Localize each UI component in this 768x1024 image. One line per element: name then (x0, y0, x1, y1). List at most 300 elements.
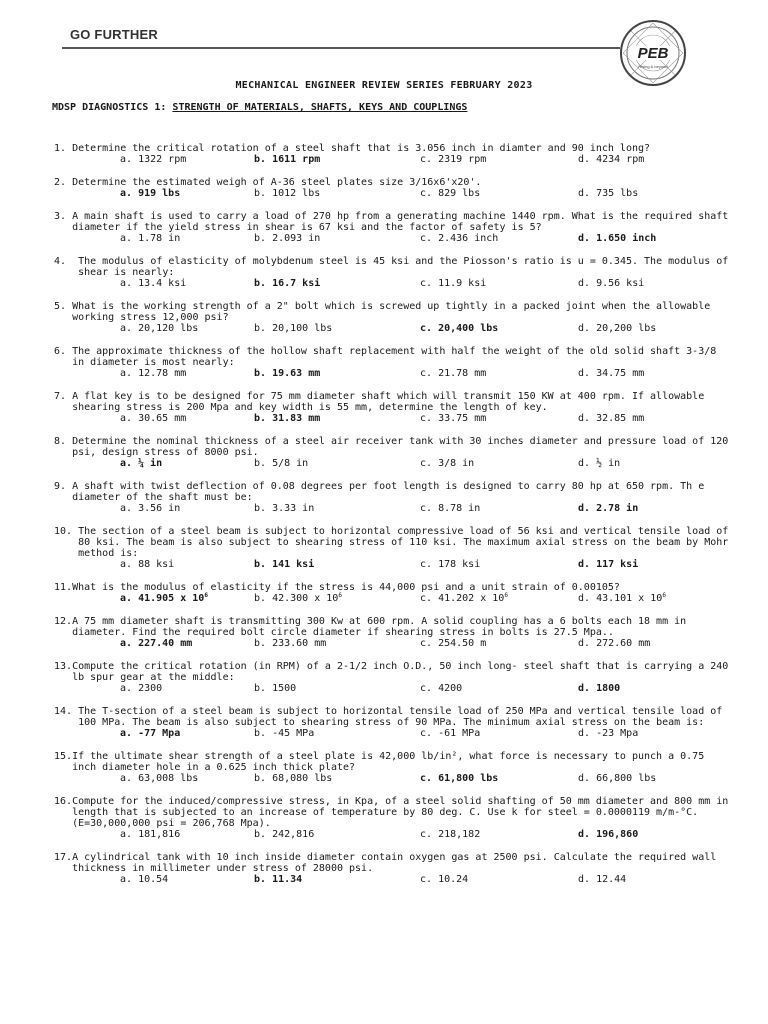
option-letter: a. (120, 233, 133, 244)
question-item (54, 391, 734, 424)
question-item (54, 177, 734, 199)
answer-option (254, 413, 320, 424)
question-item (54, 526, 734, 570)
answer-option (120, 773, 198, 784)
question-stem (54, 796, 734, 829)
option-value: 919 lbs (138, 188, 181, 199)
option-value: 30.65 mm (138, 413, 187, 424)
question-text: If the ultimate shear strength of a steel plate is 42,000 lb/in², what force is necessary to punch a 0.75 inch diameter hole in a 0.625 inch thick plate? (72, 751, 705, 773)
option-letter: c. (420, 413, 433, 424)
option-letter: a. (120, 773, 133, 784)
option-value: 181,816 (138, 829, 181, 840)
question-item (54, 301, 734, 334)
option-letter: c. (420, 829, 433, 840)
logo-subtext: Rising & beyond (638, 64, 668, 69)
option-letter: a. (120, 188, 133, 199)
answer-option (420, 154, 486, 165)
answer-option (578, 413, 644, 424)
answer-option (254, 559, 314, 570)
subtitle-prefix: MDSP DIAGNOSTICS 1: (52, 102, 173, 113)
question-text: The T-section of a steel beam is subject to horizontal tensile load of 250 MPa and vertical tensile load of 100 MPa. The beam is also subject to shearing stress of 90 MPa. The minimum axial stress on the beam is: (78, 706, 723, 728)
option-value: 1322 rpm (138, 154, 187, 165)
question-number: 15. (54, 751, 73, 762)
question-item (54, 211, 734, 244)
option-value: 66,800 lbs (596, 773, 657, 784)
question-stem (54, 391, 734, 413)
option-value: 2.093 in (272, 233, 321, 244)
option-letter: a. (120, 154, 133, 165)
option-exponent: 6 (204, 592, 208, 599)
option-value: 272.60 mm (596, 638, 651, 649)
option-exponent: 6 (504, 592, 508, 599)
option-letter: c. (420, 638, 433, 649)
option-letter: a. (120, 683, 133, 694)
question-number: 12. (54, 616, 73, 627)
option-value: ½ in (596, 458, 621, 469)
answer-option (578, 683, 620, 694)
option-value: 8.78 in (438, 503, 481, 514)
answer-option (420, 323, 498, 334)
question-item (54, 436, 734, 469)
option-letter: b. (254, 559, 267, 570)
option-value: 3/8 in (438, 458, 475, 469)
option-value: 21.78 mm (438, 368, 487, 379)
question-text: Compute for the induced/compressive stress, in Kpa, of a steel solid shafting of 50 mm diameter and 800 mm in length that is subjected to an increase of temperature by 80 deg. C. Use k for steel = 0.0000119 m/m-°C. (E=30,000,000 psi = 206,768 Mpa). (72, 796, 729, 829)
option-value: 31.83 mm (272, 413, 321, 424)
answer-option (254, 233, 320, 244)
question-stem (54, 211, 734, 233)
option-value: 4200 (438, 683, 463, 694)
answer-option (254, 503, 314, 514)
question-stem (54, 582, 734, 593)
answer-option (420, 278, 486, 289)
question-stem (54, 301, 734, 323)
option-value: 11.34 (272, 874, 303, 885)
option-letter: b. (254, 683, 267, 694)
answer-option (120, 323, 198, 334)
question-item (54, 256, 734, 289)
question-number: 5. (54, 301, 73, 312)
option-letter: b. (254, 773, 267, 784)
question-number: 8. (54, 436, 73, 447)
question-text: The approximate thickness of the hollow shaft replacement with half the weight of the old solid shaft 3-3/8 in diameter is most nearly: (72, 346, 717, 368)
answer-option (420, 559, 480, 570)
question-item (54, 751, 734, 784)
option-value: 88 ksi (138, 559, 175, 570)
answer-option (420, 683, 462, 694)
option-letter: b. (254, 368, 267, 379)
option-value: 4234 rpm (596, 154, 645, 165)
answer-option (578, 458, 620, 469)
option-value: 34.75 mm (596, 368, 645, 379)
answer-option (120, 728, 180, 739)
question-item (54, 582, 734, 604)
option-value: 141 ksi (272, 559, 315, 570)
option-value: 20,200 lbs (596, 323, 657, 334)
question-text: Compute the critical rotation (in RPM) of a 2-1/2 inch O.D., 50 inch long- steel shaft that is carrying a 240 lb spur gear at the middle: (72, 661, 729, 683)
answer-option (254, 154, 320, 165)
answer-options (54, 683, 734, 694)
answer-option (120, 683, 162, 694)
answer-options (54, 874, 734, 885)
answer-option (254, 593, 342, 604)
option-letter: c. (420, 728, 433, 739)
option-letter: a. (120, 638, 133, 649)
option-letter: c. (420, 593, 433, 604)
option-value: 33.75 mm (438, 413, 487, 424)
option-letter: d. (578, 638, 591, 649)
question-number: 2. (54, 177, 73, 188)
option-letter: d. (578, 413, 591, 424)
answer-options (54, 503, 734, 514)
option-value: 1611 rpm (272, 154, 321, 165)
answer-option (254, 638, 326, 649)
question-number: 16. (54, 796, 73, 807)
question-number: 13. (54, 661, 73, 672)
answer-options (54, 323, 734, 334)
answer-options (54, 154, 734, 165)
option-exponent: 6 (662, 592, 666, 599)
peb-logo-icon (619, 19, 687, 87)
option-value: -77 Mpa (138, 728, 181, 739)
option-letter: a. (120, 368, 133, 379)
answer-options (54, 829, 734, 840)
answer-option (420, 728, 480, 739)
option-letter: d. (578, 368, 591, 379)
answer-options (54, 773, 734, 784)
question-stem (54, 346, 734, 368)
option-letter: c. (420, 323, 433, 334)
option-letter: d. (578, 829, 591, 840)
option-letter: a. (120, 559, 133, 570)
answer-option (578, 188, 638, 199)
option-value: -45 MPa (272, 728, 315, 739)
option-value: 9.56 ksi (596, 278, 645, 289)
option-exponent: 6 (338, 592, 342, 599)
answer-options (54, 458, 734, 469)
option-letter: d. (578, 278, 591, 289)
option-value: 196,860 (596, 829, 639, 840)
answer-option (120, 638, 192, 649)
question-stem (54, 177, 734, 188)
question-item (54, 661, 734, 694)
answer-option (578, 233, 656, 244)
option-value: 254.50 m (438, 638, 487, 649)
answer-option (578, 323, 656, 334)
option-letter: a. (120, 278, 133, 289)
option-value: 13.4 ksi (138, 278, 187, 289)
answer-option (254, 829, 314, 840)
question-number: 1. (54, 143, 73, 154)
answer-option (420, 458, 474, 469)
option-value: 68,080 lbs (272, 773, 333, 784)
question-text: Determine the nominal thickness of a steel air receiver tank with 30 inches diameter and pressure load of 120 psi, design stress of 8000 psi. (72, 436, 729, 458)
answer-option (120, 278, 186, 289)
option-letter: c. (420, 458, 433, 469)
answer-option (254, 874, 302, 885)
question-item (54, 616, 734, 649)
option-letter: b. (254, 233, 267, 244)
logo-text: PEB (637, 45, 669, 62)
option-value: 829 lbs (438, 188, 481, 199)
answer-option (578, 593, 666, 604)
option-value: 735 lbs (596, 188, 639, 199)
header-divider (62, 47, 620, 49)
option-letter: c. (420, 154, 433, 165)
question-item (54, 706, 734, 739)
option-value: -23 Mpa (596, 728, 639, 739)
answer-option (254, 683, 296, 694)
question-stem (54, 852, 734, 874)
option-value: 61,800 lbs (438, 773, 499, 784)
option-value: 178 ksi (438, 559, 481, 570)
question-number: 4. (54, 256, 79, 267)
option-letter: a. (120, 323, 133, 334)
option-letter: a. (120, 458, 133, 469)
option-value: 218,182 (438, 829, 481, 840)
option-value: 1.78 in (138, 233, 181, 244)
option-value: 3.56 in (138, 503, 181, 514)
option-letter: c. (420, 188, 433, 199)
question-text: The section of a steel beam is subject to horizontal compressive load of 56 ksi and vertical tensile load of 80 ksi. The beam is also subject to shearing stress of 110 ksi. The maximum axial stress on the beam by Mohr method is: (78, 526, 729, 559)
question-number: 14. (54, 706, 79, 717)
option-letter: c. (420, 368, 433, 379)
option-value: 20,100 lbs (272, 323, 333, 334)
brand-text: GO FURTHER (70, 27, 158, 42)
option-letter: d. (578, 188, 591, 199)
answer-option (120, 829, 180, 840)
question-stem (54, 661, 734, 683)
question-number: 6. (54, 346, 73, 357)
option-value: 1500 (272, 683, 297, 694)
option-letter: a. (120, 413, 133, 424)
answer-option (120, 559, 174, 570)
question-text: A main shaft is used to carry a load of 270 hp from a generating machine 1440 rpm. What is the required shaft diameter if the yield stress in shear is 67 ksi and the factor of safety is 5? (72, 211, 729, 233)
answer-option (120, 154, 186, 165)
option-value: 12.78 mm (138, 368, 187, 379)
option-value: 233.60 mm (272, 638, 327, 649)
answer-option (578, 368, 644, 379)
question-stem (54, 706, 734, 728)
option-value: 32.85 mm (596, 413, 645, 424)
answer-option (254, 188, 320, 199)
question-item (54, 481, 734, 514)
option-value: 3.33 in (272, 503, 315, 514)
answer-option (254, 773, 332, 784)
answer-option (420, 638, 486, 649)
option-value: 12.44 (596, 874, 627, 885)
answer-option (420, 368, 486, 379)
answer-options (54, 278, 734, 289)
option-letter: d. (578, 683, 591, 694)
answer-options (54, 638, 734, 649)
option-letter: b. (254, 413, 267, 424)
option-value: 63,008 lbs (138, 773, 199, 784)
question-number: 10. (54, 526, 79, 537)
option-value: ¼ in (138, 458, 163, 469)
answer-option (578, 728, 638, 739)
option-letter: d. (578, 874, 591, 885)
option-letter: d. (578, 154, 591, 165)
option-letter: d. (578, 503, 591, 514)
question-item (54, 796, 734, 840)
option-letter: b. (254, 503, 267, 514)
subtitle-topic: STRENGTH OF MATERIALS, SHAFTS, KEYS AND COUPLINGS (172, 102, 468, 113)
answer-option (254, 458, 308, 469)
answer-options (54, 728, 734, 739)
option-letter: d. (578, 593, 591, 604)
question-number: 17. (54, 852, 73, 863)
option-letter: c. (420, 559, 433, 570)
option-value: -61 MPa (438, 728, 481, 739)
question-stem (54, 256, 734, 278)
question-text: A shaft with twist deflection of 0.08 degrees per foot length is designed to carry 80 hp at 650 rpm. Th e diameter of the shaft must be: (72, 481, 705, 503)
option-letter: b. (254, 638, 267, 649)
answer-option (120, 874, 168, 885)
option-letter: d. (578, 233, 591, 244)
question-text: A 75 mm diameter shaft is transmitting 300 Kw at 600 rpm. A solid coupling has a 6 bolts each 18 mm in diameter. Find the required bolt circle diameter if shearing stress in bolts is 27.5 Mpa.. (72, 616, 687, 638)
option-value: 227.40 mm (138, 638, 193, 649)
question-item (54, 852, 734, 885)
answer-option (120, 593, 208, 604)
answer-options (54, 368, 734, 379)
answer-option (578, 829, 638, 840)
answer-option (578, 559, 638, 570)
answer-option (254, 368, 320, 379)
option-letter: a. (120, 503, 133, 514)
question-stem (54, 143, 734, 154)
option-letter: b. (254, 278, 267, 289)
option-letter: d. (578, 458, 591, 469)
option-letter: b. (254, 728, 267, 739)
option-letter: a. (120, 728, 133, 739)
option-value: 1012 lbs (272, 188, 321, 199)
question-number: 7. (54, 391, 73, 402)
answer-option (254, 323, 332, 334)
option-value: 117 ksi (596, 559, 639, 570)
option-letter: b. (254, 458, 267, 469)
option-letter: a. (120, 874, 133, 885)
question-text: Determine the estimated weigh of A-36 steel plates size 3/16x6'x20'. (72, 177, 482, 188)
answer-options (54, 233, 734, 244)
option-value: 1800 (596, 683, 621, 694)
answer-option (120, 233, 180, 244)
option-letter: b. (254, 874, 267, 885)
option-value: 20,400 lbs (438, 323, 499, 334)
question-number: 9. (54, 481, 73, 492)
option-letter: a. (120, 829, 133, 840)
answer-option (578, 874, 626, 885)
answer-option (120, 413, 186, 424)
answer-option (578, 773, 656, 784)
answer-option (254, 728, 314, 739)
option-value: 41.905 x 10 (138, 593, 205, 604)
answer-options (54, 188, 734, 199)
question-text: Determine the critical rotation of a steel shaft that is 3.056 inch in diamter and 90 inch long? (72, 143, 651, 154)
option-value: 16.7 ksi (272, 278, 321, 289)
option-letter: c. (420, 874, 433, 885)
answer-option (120, 188, 180, 199)
question-item (54, 346, 734, 379)
answer-option (578, 503, 638, 514)
option-value: 2319 rpm (438, 154, 487, 165)
question-text: A cylindrical tank with 10 inch inside diameter contain oxygen gas at 2500 psi. Calculate the required wall thickness in millimeter under stress of 28000 psi. (72, 852, 717, 874)
question-stem (54, 751, 734, 773)
option-value: 2300 (138, 683, 163, 694)
question-stem (54, 526, 734, 559)
question-item (54, 143, 734, 165)
option-letter: b. (254, 188, 267, 199)
option-value: 20,120 lbs (138, 323, 199, 334)
option-value: 19.63 mm (272, 368, 321, 379)
answer-option (120, 368, 186, 379)
answer-option (420, 593, 508, 604)
answer-option (420, 874, 468, 885)
option-letter: d. (578, 773, 591, 784)
question-text: What is the working strength of a 2" bolt which is screwed up tightly in a packed joint when the allowable working stress 12,000 psi? (72, 301, 711, 323)
answer-option (578, 638, 650, 649)
option-value: 1.650 inch (596, 233, 657, 244)
answer-option (420, 233, 498, 244)
option-letter: c. (420, 233, 433, 244)
question-stem (54, 481, 734, 503)
option-value: 41.202 x 10 (438, 593, 505, 604)
answer-option (578, 154, 644, 165)
answer-options (54, 559, 734, 570)
question-list (54, 143, 734, 897)
question-text: The modulus of elasticity of molybdenum steel is 45 ksi and the Piosson's ratio is u = 0.345. The modulus of shear is nearly: (78, 256, 729, 278)
option-value: 43.101 x 10 (596, 593, 663, 604)
question-text: What is the modulus of elasticity if the stress is 44,000 psi and a unit strain of 0.00105? (72, 582, 620, 593)
answer-option (254, 278, 320, 289)
option-letter: b. (254, 829, 267, 840)
option-value: 10.24 (438, 874, 469, 885)
answer-option (120, 458, 162, 469)
option-value: 42.300 x 10 (272, 593, 339, 604)
answer-option (420, 503, 480, 514)
question-stem (54, 436, 734, 458)
option-letter: c. (420, 683, 433, 694)
option-letter: c. (420, 278, 433, 289)
question-stem (54, 616, 734, 638)
answer-option (578, 278, 644, 289)
option-letter: d. (578, 559, 591, 570)
option-letter: b. (254, 323, 267, 334)
option-letter: d. (578, 728, 591, 739)
answer-option (420, 188, 480, 199)
option-letter: b. (254, 593, 267, 604)
answer-option (120, 503, 180, 514)
answer-option (420, 413, 486, 424)
question-text: A flat key is to be designed for 75 mm diameter shaft which will transmit 150 KW at 400 rpm. If allowable shearing stress is 200 Mpa and key width is 55 mm, determine the length of key. (72, 391, 705, 413)
option-letter: c. (420, 503, 433, 514)
answer-options (54, 413, 734, 424)
option-letter: b. (254, 154, 267, 165)
option-value: 5/8 in (272, 458, 309, 469)
option-letter: c. (420, 773, 433, 784)
option-value: 242,816 (272, 829, 315, 840)
answer-options (54, 593, 734, 604)
page-title: MECHANICAL ENGINEER REVIEW SERIES FEBRUARY 2023 (235, 80, 533, 91)
page-subtitle (52, 102, 467, 113)
question-number: 3. (54, 211, 73, 222)
answer-option (420, 773, 498, 784)
option-value: 2.78 in (596, 503, 639, 514)
option-value: 2.436 inch (438, 233, 499, 244)
option-letter: d. (578, 323, 591, 334)
option-letter: a. (120, 593, 133, 604)
option-value: 11.9 ksi (438, 278, 487, 289)
